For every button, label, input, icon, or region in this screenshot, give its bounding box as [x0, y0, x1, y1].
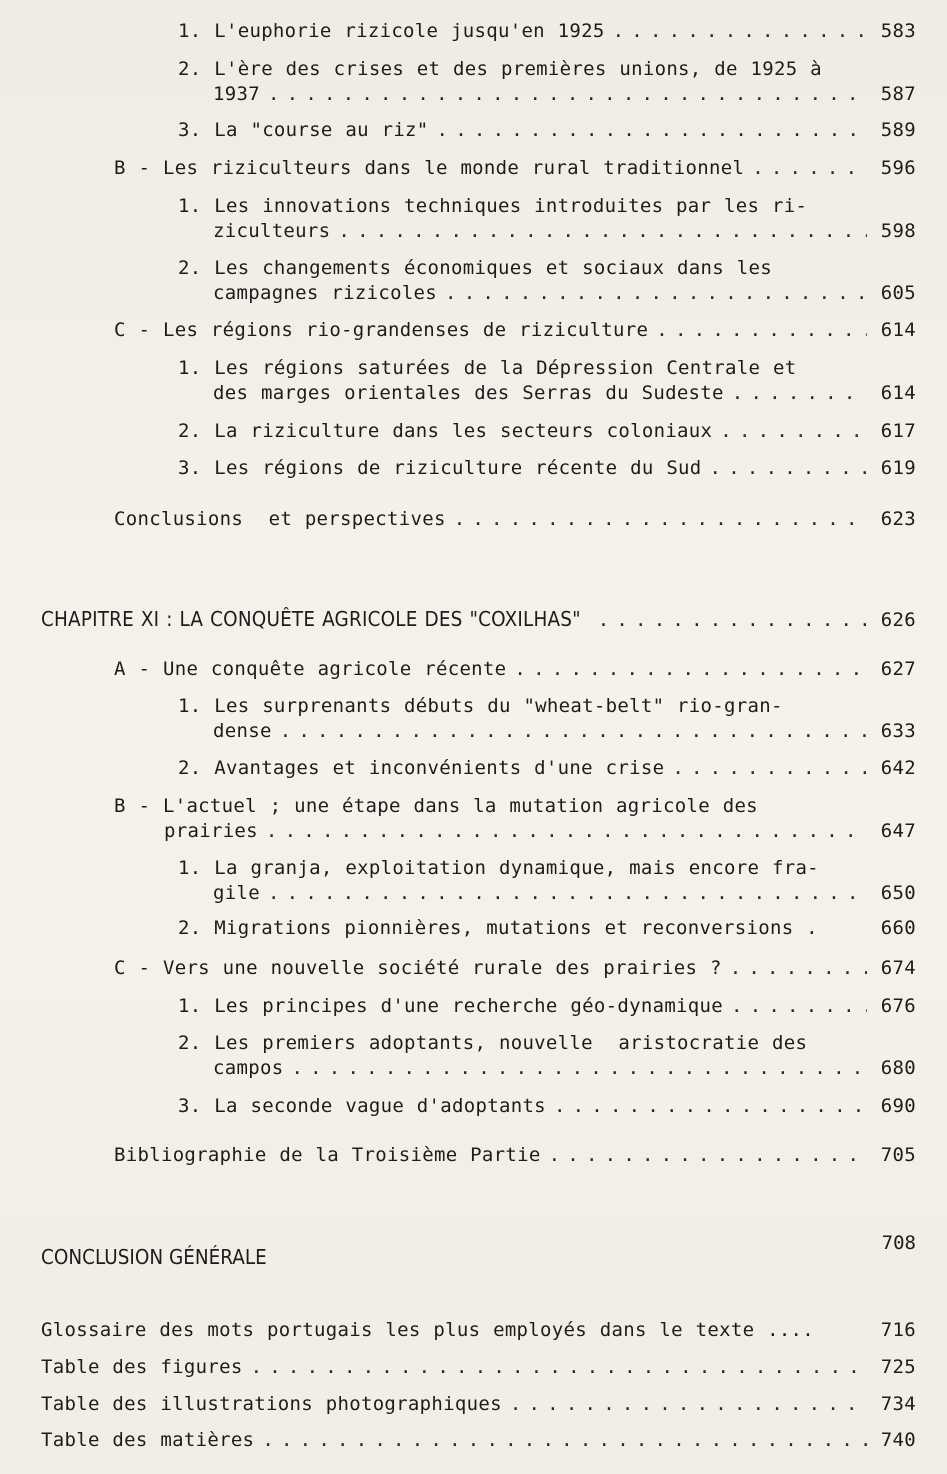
toc-entry [114, 956, 916, 981]
dot-leader [454, 507, 867, 532]
conclusion-heading: CONCLUSION GÉNÉRALE [41, 1245, 267, 1269]
toc-entry [178, 256, 916, 306]
entry-title: Une conquête agricole récente [162, 658, 507, 680]
page-number: 633 [880, 720, 916, 742]
toc-entry [178, 57, 916, 107]
page-number: 716 [880, 1319, 916, 1341]
entry-number: C - [114, 957, 151, 979]
dot-leader [752, 156, 867, 181]
entry-title-cont: campagnes rizicoles [213, 282, 438, 304]
page-number: 690 [880, 1095, 916, 1117]
entry-number: 2. [178, 420, 202, 442]
page-number: 650 [880, 882, 916, 904]
entry-title: Les régions saturées de la Dépression Centrale et [214, 357, 797, 379]
entry-title-cont: 1937 [213, 83, 260, 105]
dot-leader [266, 819, 867, 844]
entry-title-cont: campos [213, 1057, 284, 1079]
page-number: 583 [880, 20, 916, 42]
dot-leader [280, 719, 867, 744]
dot-leader [613, 19, 867, 44]
dot-leader [268, 82, 867, 107]
entry-title-cont: ziculteurs [213, 220, 331, 242]
dot-leader [445, 281, 867, 306]
dot-leader [510, 1392, 867, 1417]
entry-number: 1. [178, 995, 202, 1017]
entry-number: A - [114, 658, 151, 680]
entry-title: Bibliographie de la Troisième Partie [114, 1144, 541, 1166]
page-number: 626 [880, 609, 916, 631]
entry-title: Les changements économiques et sociaux dans les [214, 257, 772, 279]
entry-title: Vers une nouvelle société rurale des prairies ? [162, 957, 722, 979]
page-number: 740 [880, 1429, 916, 1451]
toc-entry [114, 1143, 916, 1168]
page-number: 660 [880, 917, 916, 939]
toc-entry [178, 1031, 916, 1081]
entry-number: 2. [178, 917, 202, 939]
page-number: 708 [881, 1232, 916, 1254]
entry-title: Les régions de riziculture récente du Sud [214, 457, 702, 479]
toc-entry [41, 1318, 916, 1343]
entry-number: 2. [178, 58, 202, 80]
page-number: 617 [880, 420, 916, 442]
dot-leader [291, 1056, 866, 1081]
entry-number: 1. [178, 20, 202, 42]
entry-number: 3. [178, 119, 202, 141]
page-number: 589 [880, 119, 916, 141]
page-number: 605 [880, 282, 916, 304]
page-number: 642 [880, 757, 916, 779]
entry-number: 1. [178, 857, 202, 879]
page-number: 725 [880, 1356, 916, 1378]
entry-number: 3. [178, 1095, 202, 1117]
page-number: 705 [880, 1144, 916, 1166]
entry-title: L'actuel ; une étape dans la mutation agricole des [162, 795, 758, 817]
entry-title: L'euphorie rizicole jusqu'en 1925 [214, 20, 605, 42]
dot-leader [554, 1094, 867, 1119]
toc-entry [114, 657, 916, 682]
toc-entry [41, 1428, 916, 1453]
entry-number: 2. [178, 757, 202, 779]
entry-title: La "course au riz" [214, 119, 429, 141]
entry-title-cont: gile [213, 882, 260, 904]
entry-title: Table des illustrations photographiques [41, 1393, 502, 1415]
entry-title: Glossaire des mots portugais les plus employés dans le texte .... [41, 1319, 815, 1341]
entry-number: 1. [178, 357, 202, 379]
dot-leader [720, 419, 867, 444]
dot-leader [656, 318, 867, 343]
toc-entry [114, 794, 916, 844]
entry-title: Table des matières [41, 1429, 255, 1451]
entry-number: 1. [178, 195, 202, 217]
page-number: 680 [880, 1057, 916, 1079]
entry-title: Conclusions et perspectives [114, 508, 446, 530]
entry-number: 2. [178, 257, 202, 279]
page-number: 598 [880, 220, 916, 242]
entry-title: La seconde vague d'adoptants [214, 1095, 546, 1117]
dot-leader [437, 118, 867, 143]
toc-entry [178, 419, 916, 444]
entry-number: 2. [178, 1032, 202, 1054]
page-number: 623 [880, 508, 916, 530]
toc-entry [178, 916, 916, 941]
dot-leader [268, 881, 867, 906]
dot-leader [731, 994, 867, 1019]
entry-title: Les riziculteurs dans le monde rural traditionnel [162, 157, 745, 179]
page-number: 614 [880, 319, 916, 341]
entry-title: Les principes d'une recherche géo-dynamique [214, 995, 724, 1017]
dot-leader [549, 1143, 867, 1168]
dot-leader [262, 1428, 866, 1453]
dot-leader [598, 608, 867, 633]
page-number: 627 [880, 658, 916, 680]
page-number: 614 [880, 382, 916, 404]
dot-leader [338, 219, 866, 244]
toc-entry [178, 356, 916, 406]
entry-title: La granja, exploitation dynamique, mais encore fra- [214, 857, 819, 879]
entry-title: Les régions rio-grandenses de riziculture [162, 319, 649, 341]
dot-leader [710, 456, 867, 481]
entry-title: La riziculture dans les secteurs coloniaux [214, 420, 713, 442]
entry-title: L'ère des crises et des premières unions, de 1925 à [214, 58, 822, 80]
entry-title: Migrations pionnières, mutations et reconversions . [214, 917, 818, 939]
page-number: 674 [880, 957, 916, 979]
toc-entry [114, 318, 916, 343]
entry-title-cont: dense [213, 720, 272, 742]
entry-number: C - [114, 319, 151, 341]
page-number: 587 [880, 83, 916, 105]
entry-title: Table des figures [41, 1356, 243, 1378]
entry-title: Les surprenants débuts du "wheat-belt" rio-gran- [214, 695, 783, 717]
toc-entry [178, 756, 916, 781]
entry-number: 1. [178, 695, 202, 717]
page-number: 734 [880, 1393, 916, 1415]
entry-number: B - [114, 795, 151, 817]
toc-entry [178, 118, 916, 143]
dot-leader [672, 756, 866, 781]
entry-title: Les innovations techniques introduites par les ri- [214, 195, 808, 217]
page-number: 647 [880, 820, 916, 842]
chapter-heading [41, 607, 916, 633]
entry-number: 3. [178, 457, 202, 479]
toc-entry [178, 1094, 916, 1119]
page-number: 596 [880, 157, 916, 179]
dot-leader [514, 657, 866, 682]
toc-entry [178, 994, 916, 1019]
toc-entry [114, 507, 916, 532]
toc-entry [178, 694, 916, 744]
entry-title: Avantages et inconvénients d'une crise [214, 757, 665, 779]
entry-title: Les premiers adoptants, nouvelle aristocratie des [214, 1032, 808, 1054]
dot-leader [732, 381, 867, 406]
page-number: 676 [880, 995, 916, 1017]
page-number: 619 [880, 457, 916, 479]
toc-entry [41, 1355, 916, 1380]
toc-entry [114, 156, 916, 181]
toc-entry [178, 856, 916, 906]
dot-leader [251, 1355, 867, 1380]
chapter-title: CHAPITRE XI : LA CONQUÊTE AGRICOLE DES "COXILHAS" [41, 607, 581, 631]
entry-title-cont: des marges orientales des Serras du Sudeste [213, 382, 724, 404]
entry-number: B - [114, 157, 151, 179]
entry-title-cont: prairies [164, 820, 258, 842]
dot-leader [730, 956, 867, 981]
toc-entry [178, 194, 916, 244]
toc-entry [178, 19, 916, 44]
toc-entry [178, 456, 916, 481]
toc-entry [41, 1392, 916, 1417]
